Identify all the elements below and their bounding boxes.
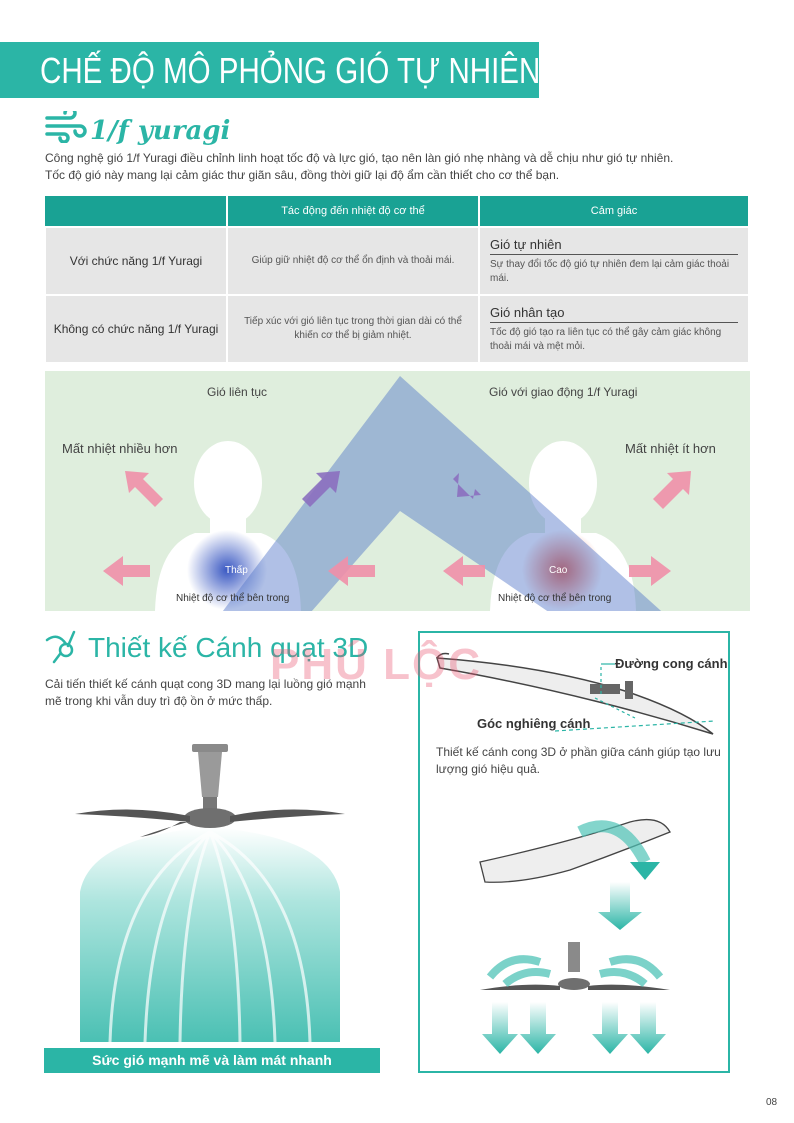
page-number: 08 (766, 1097, 778, 1108)
right-heat-loss: Mất nhiệt ít hơn (625, 441, 716, 456)
airflow-graphic (45, 371, 750, 611)
intro-line-1: Công nghệ gió 1/f Yuragi điều chỉnh linh hoạt tốc độ và lực gió, tạo nên làn gió nhẹ nhàng và dễ chịu như gió tự nhiên. (45, 151, 674, 165)
row-label: Với chức năng 1/f Yuragi (45, 227, 227, 295)
table-header (45, 196, 227, 227)
low-temp-label: Thấp (225, 565, 248, 576)
title-bar (0, 42, 539, 98)
feel-desc: Sự thay đổi tốc độ gió tự nhiên đem lại cảm giác thoải mái. (490, 258, 730, 284)
strong-wind-banner: Sức gió mạnh mẽ và làm mát nhanh (44, 1048, 380, 1073)
right-title: Gió với giao động 1/f Yuragi (489, 385, 638, 399)
page-title: CHẾ ĐỘ MÔ PHỎNG GIÓ TỰ NHIÊN (40, 50, 541, 91)
row-feel (479, 295, 749, 363)
table-header-row (45, 196, 749, 227)
watermark: PHÚ LỘC (270, 640, 482, 689)
blade-description: Cải tiến thiết kế cánh quạt cong 3D mang lại luồng gió mạnh mẽ trong khi vẫn duy trì độ ồn ở mức thấp. (45, 677, 366, 708)
table-header: Cảm giác (479, 196, 749, 227)
blade-angle-label: Góc nghiêng cánh (477, 716, 591, 731)
table-row (45, 295, 749, 363)
airflow-dome (80, 827, 340, 1042)
blade-note: Thiết kế cánh cong 3D ở phần giữa cánh giúp tạo lưu lượng gió hiệu quả. (436, 745, 721, 776)
blade-curve-label: Đường cong cánh (615, 656, 728, 671)
intro-line-2: Tốc độ gió này mang lại cảm giác thư giãn sâu, đồng thời giữ lại độ ẩm cần thiết cho cơ thể bạn. (45, 168, 560, 182)
feel-desc: Tốc độ gió tạo ra liên tục có thể gây cảm giác không thoải mái và mệt mỏi. (490, 326, 722, 352)
intro-text (45, 150, 755, 184)
blade-airflow-graphic (470, 812, 720, 1062)
fan-airflow-graphic (70, 742, 360, 1052)
left-title: Gió liên tục (207, 385, 268, 399)
ceiling-fan (75, 744, 345, 837)
feel-title: Gió tự nhiên (490, 237, 738, 255)
airflow-illustration (45, 371, 750, 611)
table-row (45, 227, 749, 295)
feel-title: Gió nhân tạo (490, 305, 738, 323)
row-effect: Giúp giữ nhiệt độ cơ thể ổn định và thoải mái. (227, 227, 479, 295)
blade-heading: Thiết kế Cánh quạt 3D (88, 632, 369, 663)
row-feel (479, 227, 749, 295)
row-label: Không có chức năng 1/f Yuragi (45, 295, 227, 363)
fan-blade-icon (44, 630, 84, 664)
table-header: Tác động đến nhiệt độ cơ thể (227, 196, 479, 227)
high-temp-label: Cao (549, 565, 568, 576)
yuragi-logo: 1/f yuragi (90, 116, 231, 146)
left-heat-loss: Mất nhiệt nhiều hơn (62, 441, 178, 456)
comparison-table (44, 196, 750, 364)
wind-icon (44, 111, 88, 143)
row-effect: Tiếp xúc với gió liên tục trong thời gian dài có thể khiến cơ thể bị giảm nhiệt. (227, 295, 479, 363)
body-temp-right: Nhiệt độ cơ thể bên trong (498, 593, 612, 604)
body-temp-left: Nhiệt độ cơ thể bên trong (176, 593, 290, 604)
